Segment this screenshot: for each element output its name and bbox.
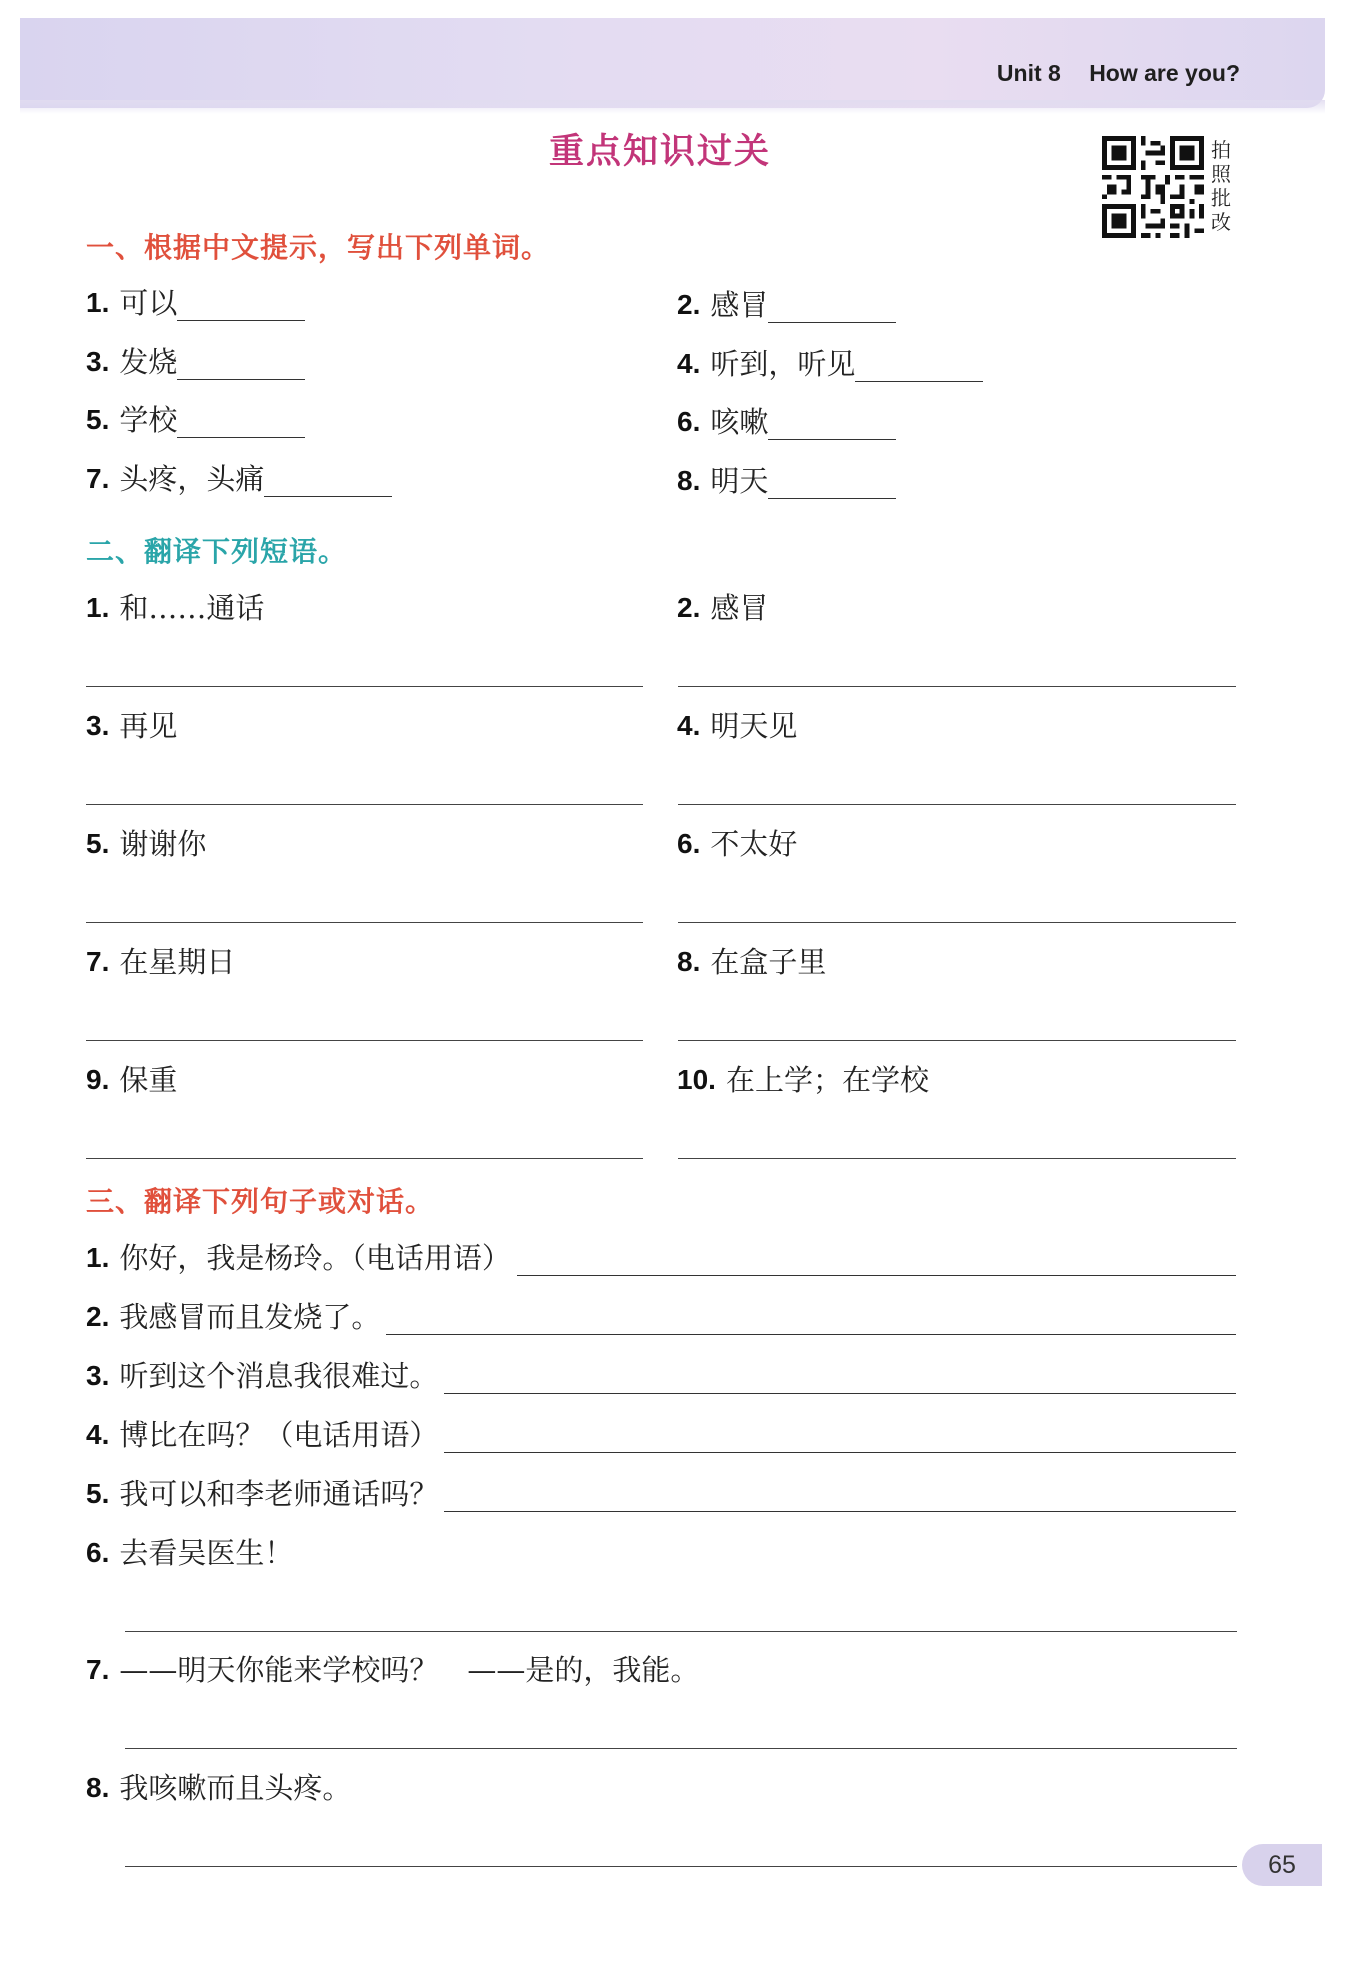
answer-line[interactable] bbox=[678, 922, 1236, 923]
item-prompt: 你好，我是杨玲。（电话用语） bbox=[119, 1241, 511, 1275]
answer-blank[interactable] bbox=[768, 468, 896, 499]
item-number: 7. bbox=[86, 1654, 110, 1685]
word-item bbox=[677, 346, 983, 382]
answer-line[interactable] bbox=[678, 804, 1236, 805]
answer-blank[interactable] bbox=[177, 290, 305, 321]
qr-code-icon[interactable] bbox=[1102, 136, 1204, 238]
item-number: 1. bbox=[86, 1242, 110, 1273]
answer-blank[interactable] bbox=[855, 351, 983, 382]
item-number: 2. bbox=[86, 1301, 110, 1332]
answer-line[interactable] bbox=[678, 1040, 1236, 1041]
item-number: 4. bbox=[677, 710, 701, 741]
item-number: 9. bbox=[86, 1064, 110, 1095]
item-prompt: 咳嗽 bbox=[710, 405, 769, 439]
item-number: 6. bbox=[677, 828, 701, 859]
answer-blank[interactable] bbox=[177, 349, 305, 380]
answer-blank[interactable] bbox=[444, 1481, 1236, 1512]
item-number: 8. bbox=[677, 465, 701, 496]
item-number: 10. bbox=[677, 1064, 716, 1095]
phrase-item bbox=[86, 708, 177, 744]
qr-label: 拍照批改 bbox=[1211, 138, 1231, 234]
answer-blank[interactable] bbox=[386, 1304, 1236, 1335]
sentence-item bbox=[86, 1299, 1236, 1335]
answer-line[interactable] bbox=[125, 1748, 1237, 1749]
sentence-item bbox=[86, 1770, 351, 1806]
item-prompt: 我感冒而且发烧了。 bbox=[119, 1300, 381, 1334]
answer-line[interactable] bbox=[125, 1866, 1237, 1867]
item-number: 6. bbox=[677, 406, 701, 437]
item-prompt: 感冒 bbox=[710, 591, 769, 625]
item-prompt: 发烧 bbox=[119, 345, 178, 379]
header-fade bbox=[20, 100, 1325, 114]
phrase-item bbox=[86, 1062, 177, 1098]
item-prompt: 博比在吗？（电话用语） bbox=[119, 1418, 439, 1452]
item-number: 5. bbox=[86, 1478, 110, 1509]
item-prompt: 我咳嗽而且头疼。 bbox=[119, 1771, 352, 1805]
answer-blank[interactable] bbox=[444, 1363, 1236, 1394]
answer-blank[interactable] bbox=[768, 292, 896, 323]
item-prompt: 在上学；在学校 bbox=[725, 1063, 929, 1097]
item-prompt: 学校 bbox=[119, 403, 178, 437]
page-number: 65 bbox=[1242, 1844, 1322, 1886]
item-number: 1. bbox=[86, 592, 110, 623]
item-number: 4. bbox=[86, 1419, 110, 1450]
answer-blank[interactable] bbox=[177, 407, 305, 438]
item-number: 7. bbox=[86, 463, 110, 494]
section1-heading: 一、根据中文提示，写出下列单词。 bbox=[86, 231, 551, 264]
item-number: 1. bbox=[86, 287, 110, 318]
unit-title: How are you? bbox=[1089, 60, 1240, 86]
word-item bbox=[86, 344, 305, 380]
item-number: 8. bbox=[677, 946, 701, 977]
sentence-item bbox=[86, 1240, 1236, 1276]
phrase-item bbox=[677, 944, 826, 980]
sentence-item bbox=[86, 1476, 1236, 1512]
phrase-item bbox=[677, 826, 797, 862]
answer-line[interactable] bbox=[86, 922, 643, 923]
answer-blank[interactable] bbox=[517, 1245, 1236, 1276]
item-number: 4. bbox=[677, 348, 701, 379]
item-prompt: 谢谢你 bbox=[119, 827, 207, 861]
phrase-item bbox=[86, 590, 264, 626]
word-item bbox=[677, 463, 896, 499]
item-prompt: 保重 bbox=[119, 1063, 178, 1097]
item-prompt: 听到这个消息我很难过。 bbox=[119, 1359, 439, 1393]
sentence-item bbox=[86, 1358, 1236, 1394]
item-prompt: 去看吴医生！ bbox=[119, 1536, 294, 1570]
sentence-item bbox=[86, 1417, 1236, 1453]
item-prompt: 听到，听见 bbox=[710, 347, 856, 381]
page-title: 重点知识过关 bbox=[548, 132, 771, 172]
unit-header bbox=[997, 60, 1240, 87]
word-item bbox=[677, 287, 896, 323]
answer-line[interactable] bbox=[125, 1631, 1237, 1632]
item-prompt: 明天见 bbox=[710, 709, 798, 743]
item-number: 5. bbox=[86, 404, 110, 435]
item-number: 3. bbox=[86, 346, 110, 377]
section2-heading: 二、翻译下列短语。 bbox=[86, 535, 348, 568]
section3-heading: 三、翻译下列句子或对话。 bbox=[86, 1185, 435, 1218]
word-item bbox=[677, 404, 896, 440]
item-prompt: 感冒 bbox=[710, 288, 769, 322]
answer-line[interactable] bbox=[86, 686, 643, 687]
item-number: 7. bbox=[86, 946, 110, 977]
phrase-item bbox=[677, 1062, 929, 1098]
answer-line[interactable] bbox=[86, 1040, 643, 1041]
item-prompt: 和……通话 bbox=[119, 591, 265, 625]
item-number: 2. bbox=[677, 289, 701, 320]
sentence-item bbox=[86, 1535, 293, 1571]
item-number: 2. bbox=[677, 592, 701, 623]
answer-line[interactable] bbox=[86, 804, 643, 805]
phrase-item bbox=[677, 590, 768, 626]
item-prompt: 可以 bbox=[119, 286, 178, 320]
word-item bbox=[86, 461, 392, 497]
item-number: 5. bbox=[86, 828, 110, 859]
item-prompt: 头疼，头痛 bbox=[119, 462, 265, 496]
unit-number: Unit 8 bbox=[996, 60, 1061, 86]
answer-line[interactable] bbox=[678, 1158, 1236, 1159]
item-prompt: 在盒子里 bbox=[710, 945, 827, 979]
item-number: 6. bbox=[86, 1537, 110, 1568]
sentence-item bbox=[86, 1652, 699, 1688]
answer-blank[interactable] bbox=[264, 466, 392, 497]
item-number: 3. bbox=[86, 710, 110, 741]
item-prompt: 明天 bbox=[710, 464, 769, 498]
word-item bbox=[86, 285, 305, 321]
phrase-item bbox=[677, 708, 797, 744]
phrase-item bbox=[86, 944, 235, 980]
item-prompt: 不太好 bbox=[710, 827, 798, 861]
word-item bbox=[86, 402, 305, 438]
item-prompt: 在星期日 bbox=[119, 945, 236, 979]
item-prompt: ——明天你能来学校吗？ ——是的，我能。 bbox=[119, 1653, 700, 1687]
answer-line[interactable] bbox=[678, 686, 1236, 687]
answer-blank[interactable] bbox=[768, 409, 896, 440]
item-number: 3. bbox=[86, 1360, 110, 1391]
answer-blank[interactable] bbox=[444, 1422, 1236, 1453]
item-prompt: 我可以和李老师通话吗？ bbox=[119, 1477, 439, 1511]
item-number: 8. bbox=[86, 1772, 110, 1803]
answer-line[interactable] bbox=[86, 1158, 643, 1159]
item-prompt: 再见 bbox=[119, 709, 178, 743]
phrase-item bbox=[86, 826, 206, 862]
